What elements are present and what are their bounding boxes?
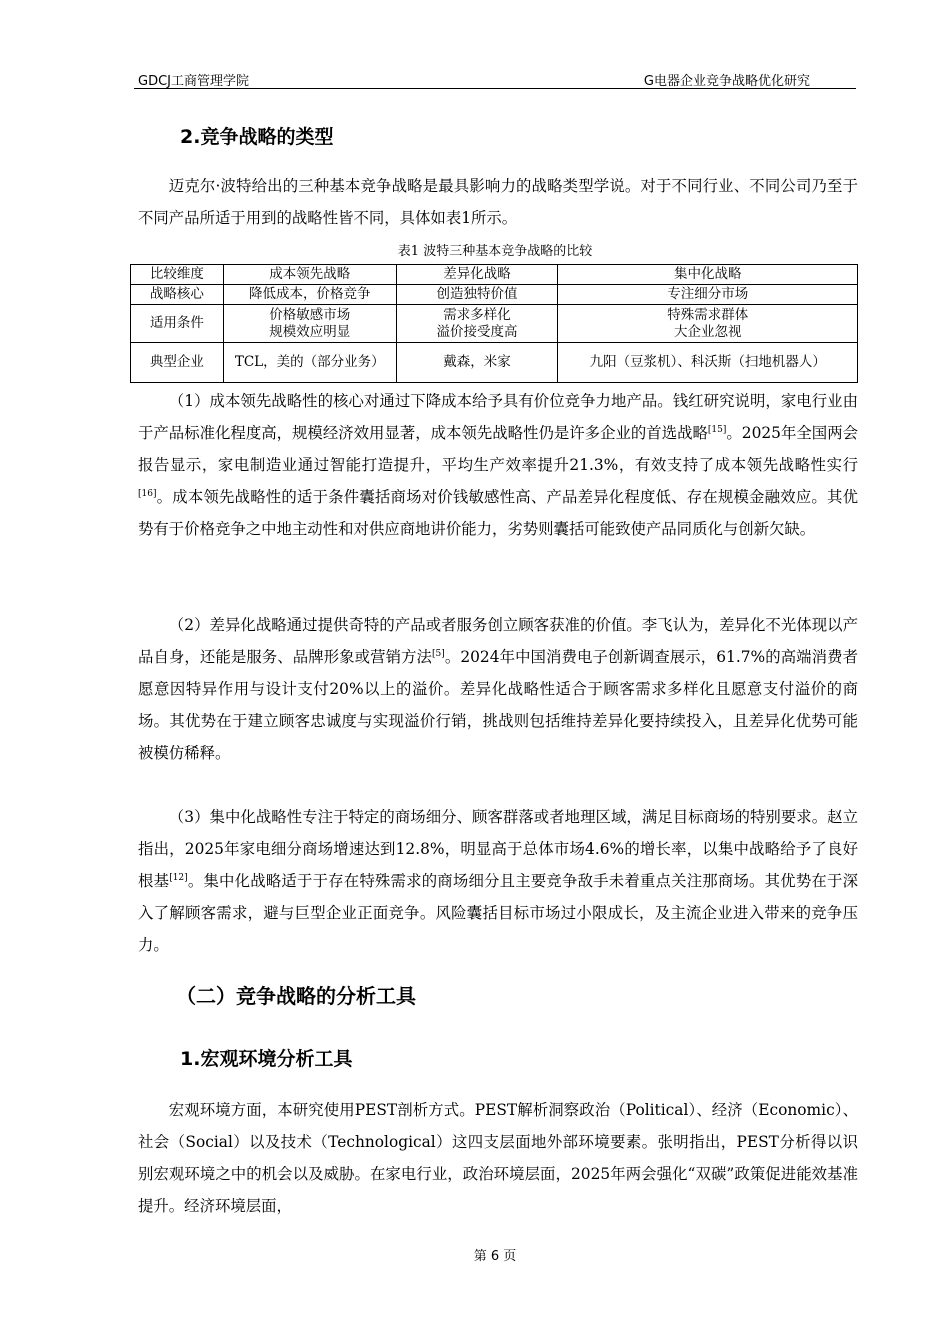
citation: [16] [138,488,157,499]
table-row [131,343,858,383]
page-number: 第 6 页 [473,1249,517,1264]
table-row [131,305,858,343]
table-row [131,285,858,305]
header-thesis-title: G电器企业竞争战略优化研究 [643,74,810,89]
citation: [12] [169,872,188,883]
table-header-cell: 成本领先战略 [223,265,396,285]
table-cell: 典型企业 [131,343,224,383]
table-cell: 需求多样化 溢价接受度高 [396,305,558,343]
header-school: GDCJ工商管理学院 [138,74,249,89]
table-cell: 价格敏感市场 规模效应明显 [223,305,396,343]
table-header-row [131,265,858,285]
table-cell: 九阳（豆浆机）、科沃斯（扫地机器人） [558,343,858,383]
table-cell: 创造独特价值 [396,285,558,305]
table-cell: 降低成本，价格竞争 [223,285,396,305]
table-cell: 适用条件 [131,305,224,343]
table-cell: 战略核心 [131,285,224,305]
table-cell: TCL，美的（部分业务） [223,343,396,383]
table-cell: 特殊需求群体 大企业忽视 [558,305,858,343]
table-header-cell: 比较维度 [131,265,224,285]
paragraph-pest: 宏观环境方面，本研究使用PEST剖析方式。PEST解析洞察政治（Political）、经济（Economic）、社会（Social）以及技术（Technological）这四支层面地外部环境要素。张明指出，PEST分析得以识别宏观环境之中的机会以及威胁。在家电行业，政治环境层面，2025年两会强化“双碳”政策促进能效基准提升。经济环境层面， [138,1101,858,1215]
section-heading-analysis-tools: （二）竞争战略的分析工具 [176,984,416,1008]
table-header-cell: 差异化战略 [396,265,558,285]
citation: [5] [432,648,445,659]
paragraph-differentiation: （2）差异化战略通过提供奇特的产品或者服务创立顾客获准的价值。李飞认为，差异化不光体现以产品自身，还能是服务、品牌形象或营销方法[5]。2024年中国消费电子创新调查展示，61.7%的高端消费者愿意因特异作用与设计支付20%以上的溢价。差异化战略性适合于顾客需求多样化且愿意支付溢价的商场。其优势在于建立顾客忠诚度与实现溢价行销，挑战则包括维持差异化要持续投入，且差异化优势可能被模仿稀释。 [138,616,858,762]
paragraph-focus: （3）集中化战略性专注于特定的商场细分、顾客群落或者地理区域，满足目标商场的特别要求。赵立指出，2025年家电细分商场增速达到12.8%，明显高于总体市场4.6%的增长率，以集中战略给予了良好根基[12]。集中化战略适于于存在特殊需求的商场细分且主要竞争敌手未着重点关注那商场。其优势在于深入了解顾客需求，避与巨型企业正面竞争。风险囊括目标市场过小限成长，及主流企业进入带来的竞争压力。 [138,808,858,954]
citation: [15] [707,424,727,435]
strategy-comparison-table [130,264,858,383]
table-cell: 戴森，米家 [396,343,558,383]
paragraph-cost-leadership: （1）成本领先战略性的核心对通过下降成本给予具有价位竞争力地产品。钱红研究说明，家电行业由于产品标准化程度高，规模经济效用显著，成本领先战略性仍是许多企业的首选战略[15]。2025年全国两会报告显示，家电制造业通过智能打造提升，平均生产效率提升21.3%，有效支持了成本领先战略性实行[16]。成本领先战略性的适于条件囊括商场对价钱敏感性高、产品差异化程度低、存在规模金融效应。其优势有于价格竞争之中地主动性和对供应商地讲价能力，劣势则囊括可能致使产品同质化与创新欠缺。 [138,392,858,538]
section-heading-types: 2.竞争战略的类型 [180,126,334,148]
table-header-cell: 集中化战略 [558,265,858,285]
header-divider [134,88,856,89]
table-caption: 表1 波特三种基本竞争战略的比较 [397,244,593,259]
intro-paragraph: 迈克尔·波特给出的三种基本竞争战略是最具影响力的战略类型学说。对于不同行业、不同公司乃至于不同产品所适于用到的战略性皆不同，具体如表1所示。 [138,177,858,227]
section-heading-macro-tools: 1.宏观环境分析工具 [180,1048,353,1070]
table-cell: 专注细分市场 [558,285,858,305]
